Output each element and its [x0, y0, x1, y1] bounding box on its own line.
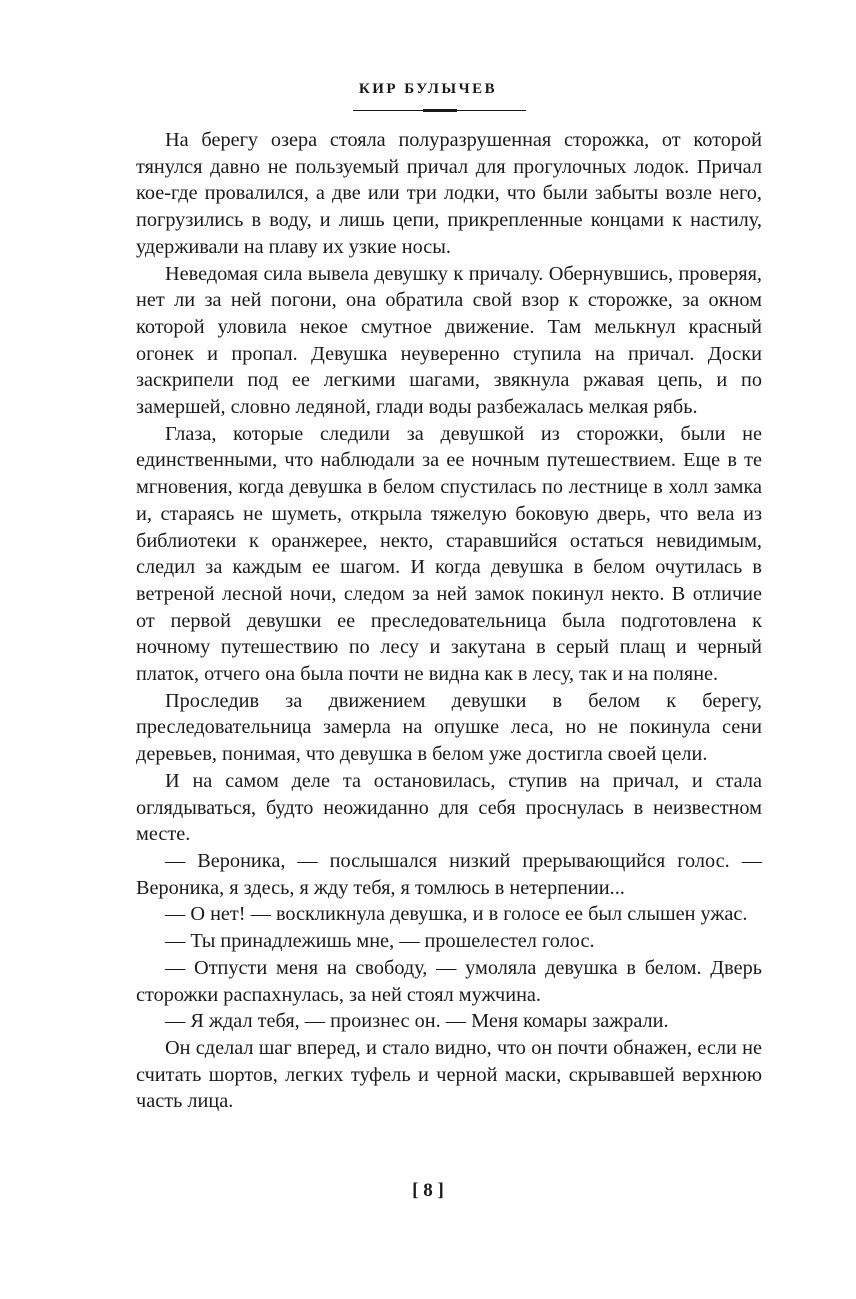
paragraph: Глаза, которые следили за девушкой из сторожки, были не единственными, что наблюдали за ее ночным путешествием. Еще в те мгновения, когда девушка в белом спустилась по лестнице в холл замка и, стараясь не шуметь, открыла тяжелую боковую дверь, что вела из библиотеки к оранжерее, некто, старавшийся остаться невидимым, следил за каждым ее шагом. И когда девушка в белом очутилась в ветреной лесной ночи, следом за ней замок покинул некто. В отличие от первой девушки ее преследовательница была подготовлена к ночному путешествию по лесу и закутана в серый плащ и черный платок, отчего она была почти не видна как в лесу, так и на поляне.	[136, 422, 762, 686]
dialogue-line: — Вероника, — послышался низкий прерывающийся голос. — Вероника, я здесь, я жду тебя, я томлюсь в нетерпении...	[136, 849, 762, 899]
page-number: [ 8 ]	[412, 1180, 444, 1201]
header-rule-accent	[423, 109, 457, 112]
paragraph: Проследив за движением девушки в белом к берегу, преследовательница замерла на опушке леса, но не покинула сени деревьев, понимая, что девушка в белом уже достигла своей цели.	[136, 689, 762, 766]
running-header	[0, 80, 856, 98]
paragraph: На берегу озера стояла полуразрушенная сторожка, от которой тянулся давно не пользуемый причал для прогулочных лодок. Причал кое-где провалился, а две или три лодки, что были забыты возле него, погрузились в воду, и лишь цепи, прикрепленные концами к настилу, удерживали на плаву их узкие носы.	[136, 129, 762, 258]
dialogue-line: — Я ждал тебя, — произнес он. — Меня комары зажрали.	[165, 1010, 669, 1033]
paragraph: Неведомая сила вывела девушку к причалу. Обернувшись, проверяя, нет ли за ней погони, она обратила свой взор к сторожке, за окном которой уловила некое смутное движение. Там мелькнул красный огонек и пропал. Девушка неуверенно ступила на причал. Доски заскрипели под ее легкими шагами, звякнула ржавая цепь, и по замершей, словно ледяной, глади воды разбежалась мелкая рябь.	[136, 262, 762, 419]
dialogue-line: — Ты принадлежишь мне, — прошелестел голос.	[165, 930, 595, 953]
paragraph: Он сделал шаг вперед, и стало видно, что он почти обнажен, если не считать шортов, легких туфель и черной маски, скрывавшей верхнюю часть лица.	[136, 1036, 762, 1113]
body-text	[136, 127, 762, 1115]
dialogue-line: — Отпусти меня на свободу, — умоляла девушка в белом. Дверь сторожки распахнулась, за ней стоял мужчина.	[136, 956, 762, 1006]
author-name: КИР БУЛЫЧЕВ	[358, 81, 498, 97]
dialogue-line: — О нет! — воскликнула девушка, и в голосе ее был слышен ужас.	[165, 903, 748, 926]
paragraph: И на самом деле та остановилась, ступив на причал, и стала оглядываться, будто неожиданно для себя проснулась в неизвестном месте.	[136, 769, 762, 846]
